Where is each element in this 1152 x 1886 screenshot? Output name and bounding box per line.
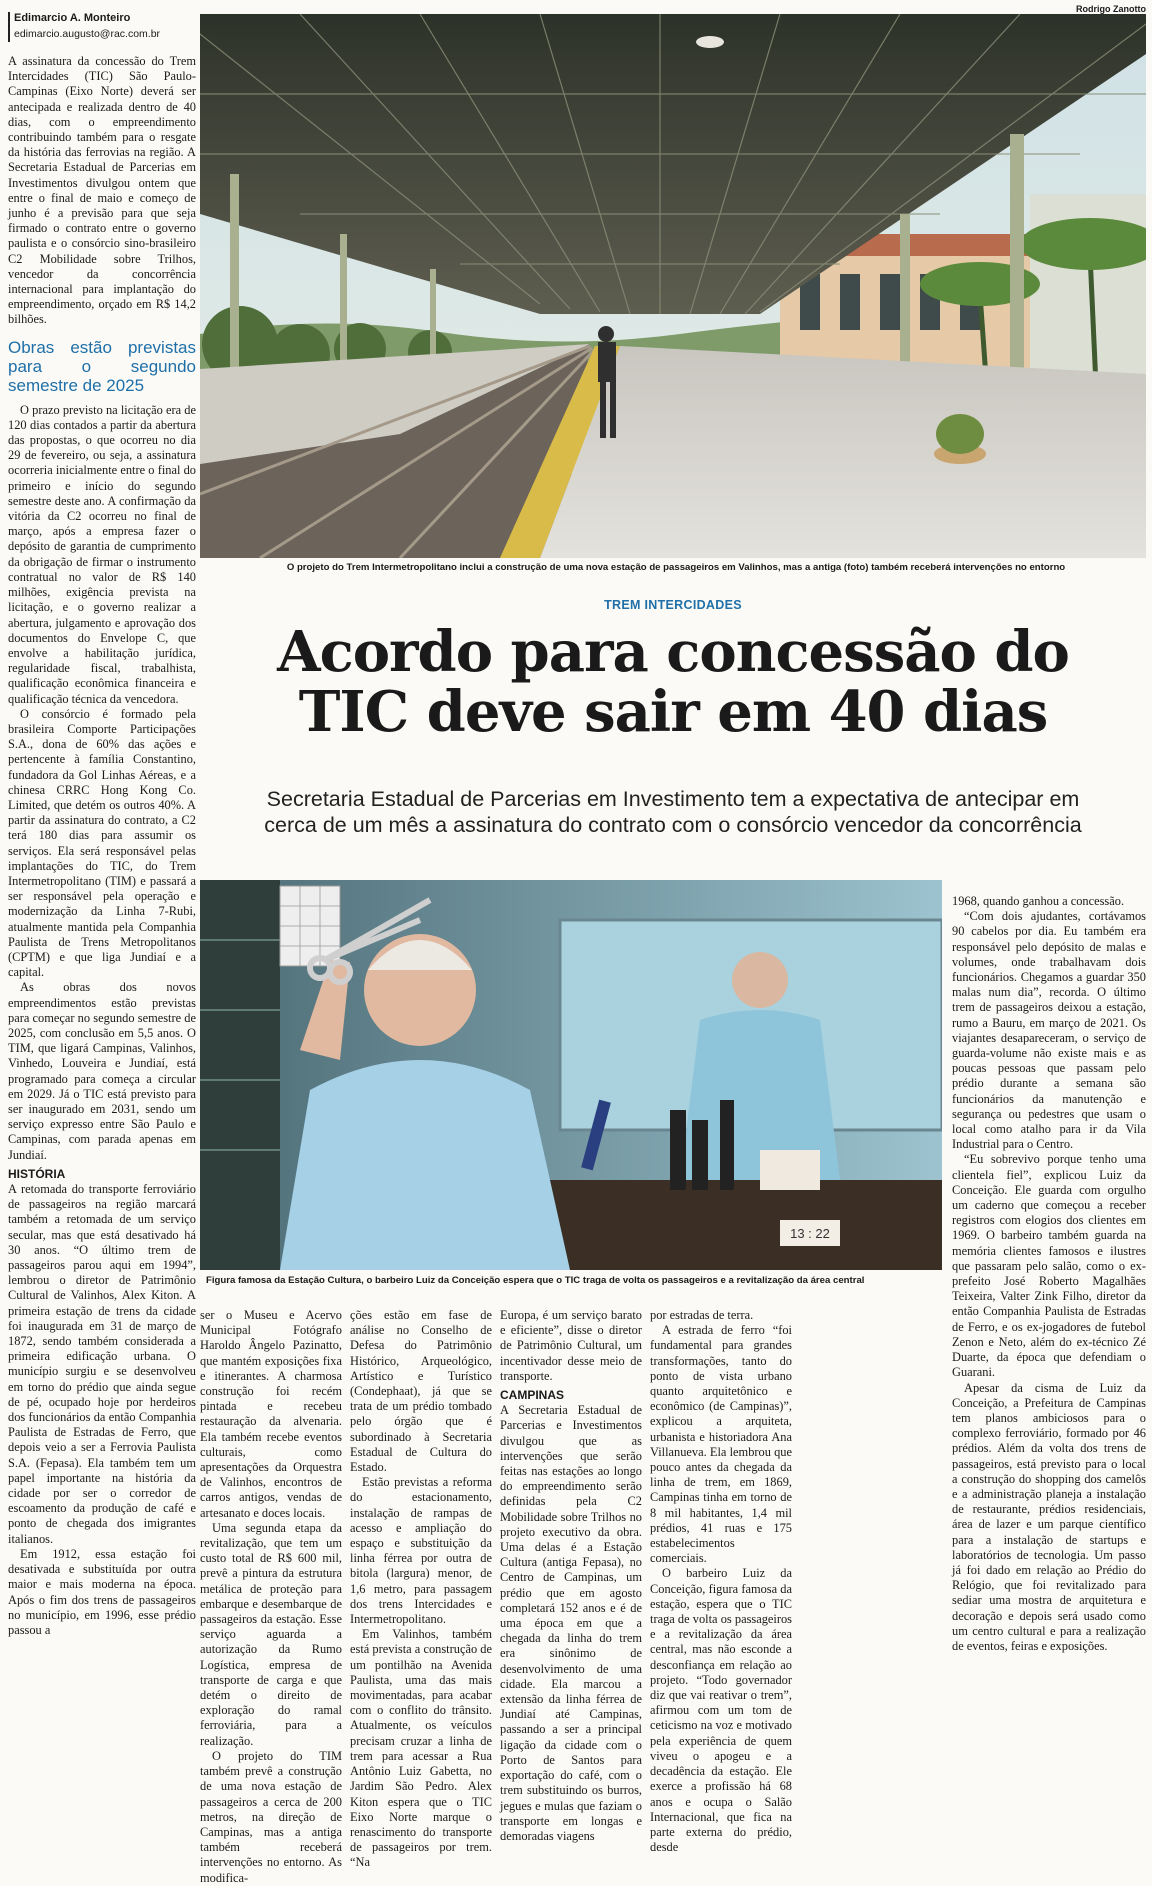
deck — [200, 786, 1146, 838]
paragraph: A estrada de ferro “foi fundamental para grandes transformações, tanto do ponto de vista urbano quanto arquitetônico e econômico (de Campinas)”, explicou a arquiteta, urbanista e historiadora Ana Villanueva. Ela lembrou que pouco antes da chegada da linha de trem, em 1869, Campinas tinha em torno de 8 mil habitantes, 1,4 mil prédios, 41 ruas e 175 estabelecimentos comerciais. — [650, 1323, 792, 1566]
paragraph: Em Valinhos, também está prevista a construção de um pontilhão na Avenida Paulista, uma das mais movimentadas, para acabar com o conflito do trânsito. Atualmente, os veículos precisam cruzar a linha de trem para acessar a Rua Antônio Luiz Gabetta, no Jardim São Pedro. Alex Kiton espera que o TIC Eixo Norte marque o renascimento do transporte de passageiros por trem. “Na — [350, 1627, 492, 1870]
left-column — [8, 54, 196, 1784]
top-photo-caption: O projeto do Trem Intermetropolitano inclui a construção de uma nova estação de passageiros em Valinhos, mas a antiga (foto) também receberá intervenções no entorno — [286, 562, 1066, 573]
deck-line-1: Secretaria Estadual de Parcerias em Investimento tem a expectativa de antecipar em — [266, 787, 1080, 811]
section-title-historia: HISTÓRIA — [8, 1166, 66, 1181]
paragraph: “Com dois ajudantes, cortávamos 90 cabelos por dia. Eu também era responsável pelo depósito de malas e volumes, onde trabalhavam dois funcionários. Chegamos a guardar 350 malas num dia”, recorda. O último trem de passageiros deixou a estação, rumo a Bauru, em março de 2021. Os viajantes desapareceram, o serviço de guarda-volume não existe mais e as poucas pessoas que passam pelo prédio durante a semana são funcionários da manutenção e segurança ou pedestres que usam o local como atalho para ir da Vila Industrial para o Centro. — [952, 909, 1146, 1152]
paragraph: Europa, é um serviço barato e eficiente”, disse o diretor de Patrimônio Cultural, um incentivador desse meio de transporte. — [500, 1308, 642, 1383]
paragraph: Uma segunda etapa da revitalização, que tem um custo total de R$ 600 mil, prevê a pintura da estrutura metálica de proteção para embarque e desembarque de passageiros da estação. Esse serviço aguarda a autorização da Rumo Logística, empresa de transporte de carga e que detém o direito de exploração do ramal ferroviária, para a realização. — [200, 1520, 342, 1748]
subhead: Obras estão previstas para o segundo semestre de 2025 — [8, 337, 196, 395]
paragraph: ser o Museu e Acervo Municipal Fotógrafo Haroldo Ângelo Pazinatto, que mantém exposições fixa e itinerantes. A charmosa construção foi recém pintada e recebeu restauração da alvenaria. Ela também recebe eventos culturais, como apresentações da Orquestra de Valinhos, encontros de carros antigos, vendas de artesanato e doces locais. — [200, 1308, 342, 1520]
paragraph: O barbeiro Luiz da Conceição, figura famosa da estação, espera que o TIC traga de volta os passageiros e a revitalização da área central, mas não esconde a desconfiança em relação ao projeto. “Todo governador diz que vai reativar o trem”, afirmou com um tom de ceticismo na voz e motivado pela experiência de quem viveu o apogeu e a decadência da estação. Ele exerce a profissão há 68 anos e ocupa o Salão Internacional, que fica na parte externa do prédio, desde — [650, 1566, 792, 1855]
column-4 — [500, 1308, 642, 1843]
bottom-photo-caption: Figura famosa da Estação Cultura, o barbeiro Luiz da Conceição espera que o TIC traga de volta os passageiros e a revitalização da área central — [206, 1275, 865, 1286]
lead-paragraph: A assinatura da concessão do Trem Intercidades (TIC) São Paulo-Campinas (Eixo Norte) deverá ser antecipada e realizada dentro de 40 dias, com o empreendimento contribuindo também para o resgate da história das ferrovias na região. A Secretaria Estadual de Parcerias em Investimentos divulgou ontem que entre o final de maio e começo de junho é a previsão para que seja firmado o contrato entre o governo paulista e o consórcio sino-brasileiro C2 Mobilidade sobre Trilhos, vencedor da concorrência internacional para implantação do empreendimento, orçado em R$ 14,2 bilhões. — [8, 54, 196, 327]
clock-sign-text: 13 : 22 — [790, 1226, 830, 1241]
paragraph: O consórcio é formado pela brasileira Comporte Participações S.A., dona de 60% das ações e pertencente à família Constantino, fundadora da Gol Linhas Aéreas, e a chinesa CRRC Hong Kong Co. Limited, que detém os outros 40%. A partir da assinatura do contrato, a C2 terá 180 dias para assumir os serviços. Ela será responsável pelas implantações do TIC, do Trem Intermetropolitano (TIM) e passará a ser responsável pela operação e modernização da Linha 7-Rubi, atualmente mantida pela Companhia Paulista de Trens Metropolitanos (CPTM) e que liga Jundiaí e a capital. — [8, 706, 196, 980]
right-column — [952, 894, 1146, 1784]
photo-credit: Rodrigo Zanotto — [1076, 4, 1146, 14]
byline-email[interactable]: edimarcio.augusto@rac.com.br — [14, 28, 161, 40]
paragraph: A Secretaria Estadual de Parcerias e Investimentos divulgou que as intervenções que serão feitas nas estações ao longo do empreendimento serão definidas pela C2 Mobilidade sobre Trilhos no projeto executivo da obra. Uma delas é a Estação Cultura (antiga Fepasa), no Centro de Campinas, um prédio que em agosto completará 152 anos e é de uma época em que a chegada da linha do trem era sinônimo de desenvolvimento de uma cidade. Ela marcou a extensão da linha férrea de Jundiaí até Campinas, passando a ser a principal ligação da cidade com o Porto de Santos para exportação do café, com o trem substituindo os burros, jegues e mulas que faziam o transporte em longas e demoradas viagens — [500, 1403, 642, 1843]
headline — [200, 619, 1146, 745]
paragraph: “Eu sobrevivo porque tenho uma clientela fiel”, explicou Luiz da Conceição. Ele guarda com orgulho um caderno que começou a receber registros com elogios dos clientes em 1969. O barbeiro também guarda na memória clientes famosos e ilustres que passaram pelo salão, como o ex-prefeito José Roberto Magalhães Teixeira, Valter Zink Filho, diretor da então Companhia Paulista de Estradas de Ferro, e os ex-jogadores de futebol Zenon e Neto, além do ex-técnico Zé Duarte, da época que defendiam o Guarani. — [952, 1152, 1146, 1380]
paragraph: Em 1912, essa estação foi desativada e substituída por outra maior e mais moderna na época. Após o fim dos trens de passageiros no município, em 1996, esse prédio passou a — [8, 1546, 196, 1637]
byline-rule — [8, 12, 10, 42]
paragraph: Estão previstas a reforma do estacionamento, instalação de rampas de acesso e ampliação do espaço e substituição da linha férrea por outra de bitola (largura) menor, de 1,6 metro, para passagem dos trens Intercidades e Intermetropolitano. — [350, 1475, 492, 1627]
paragraph: A retomada do transporte ferroviário de passageiros na região marcará também a retomada de um serviço secular, mas que está desativado há 30 anos. “O último trem de passageiros parou aqui em 1994”, lembrou o diretor de Patrimônio Cultural de Valinhos, Alex Kiton. A primeira estação de trens da cidade foi inaugurada em 31 de março de 1872, sendo também considerada a primeira edificação urbana. O município surgiu e se desenvolveu em torno do prédio que ainda segue de pé, ocupado hoje por herdeiros dos funcionários da então Companhia Paulista de Estradas de Ferro, que depois veio a ser a Ferrovia Paulista S.A. (Fepasa). Ela também tem um papel importante na história da cidade por ser o corredor de escoamento da produção de café e ponto de chegada dos imigrantes italianos. — [8, 1182, 196, 1546]
paragraph: O prazo previsto na licitação era de 120 dias contados a partir da abertura das propostas, o que ocorreu no dia 29 de fevereiro, ou seja, a assinatura ocorreria inicialmente entre o final do primeiro e início do segundo semestre deste ano. A confirmação da vitória da C2 ocorreu no final de março, após a empresa fazer o depósito de garantia de cumprimento da obrigação de firmar o instrumento contratual no valor de R$ 140 milhões, exigência prevista na licitação, e o governo realizar a abertura, julgamento e aprovação dos documentos do Envelope C, que envolve a habilitação jurídica, regularidade fiscal, trabalhista, qualificação econômica financeira e qualificação técnica da vencedora. — [8, 402, 196, 706]
paragraph: por estradas de terra. — [650, 1308, 754, 1322]
headline-line-2: TIC deve sair em 40 dias — [298, 679, 1048, 745]
byline-author: Edimarcio A. Monteiro — [14, 12, 131, 24]
kicker: TREM INTERCIDADES — [604, 598, 742, 612]
column-5 — [650, 1308, 792, 1855]
column-3 — [350, 1308, 492, 1870]
paragraph: Apesar da cisma de Luiz da Conceição, a Prefeitura de Campinas tem planos ambiciosos para o complexo ferroviário, formado por 46 prédios. Além da volta dos trens de passageiros, está previsto para o local a construção do shopping dos camelôs e a administração planeja a instalação de restaurante, prédios residenciais, área de lazer e um parque científico para a instalação de startups e laboratórios de tecnologia. Um passo já foi dado em relação ao Prédio do Relógio, que foi revitalizado para sediar uma mostra de arquitetura e decoração e depois será usado como um centro cultural e para a realização de eventos, feiras e exposições. — [952, 1380, 1146, 1653]
column-2 — [200, 1308, 342, 1885]
deck-line-2: cerca de um mês a assinatura do contrato com o consórcio vencedor da concorrência — [264, 813, 1082, 837]
section-title-campinas: CAMPINAS — [500, 1388, 565, 1403]
paragraph: O projeto do TIM também prevê a construção de uma nova estação de passageiros a cerca de 200 metros, na direção de Campinas, mas a antiga também receberá intervenções no entorno. As modifica- — [200, 1748, 342, 1885]
paragraph: ções estão em fase de análise no Conselho de Defesa do Patrimônio Histórico, Arqueológico, Artístico e Turístico (Condephaat), já que se trata de um prédio tombado pelo órgão que é subordinado à Secretaria Estadual de Cultura do Estado. — [350, 1308, 492, 1475]
train-station-photo — [200, 14, 1146, 558]
headline-line-1: Acordo para concessão do — [277, 619, 1069, 685]
paragraph: As obras dos novos empreendimentos estão previstas para começar no segundo semestre de 2025, com conclusão em 5,5 anos. O TIM, que ligará Campinas, Valinhos, Vinhedo, Louveira e Jundiaí, está programado para começa a circular em 2029. Já o TIC está previsto para ser inaugurado em 2031, sendo um serviço expresso entre São Paulo e Campinas, com parada apenas em Jundiaí. — [8, 980, 196, 1162]
paragraph: 1968, quando ganhou a concessão. — [952, 894, 1125, 908]
barber-photo — [200, 880, 942, 1270]
